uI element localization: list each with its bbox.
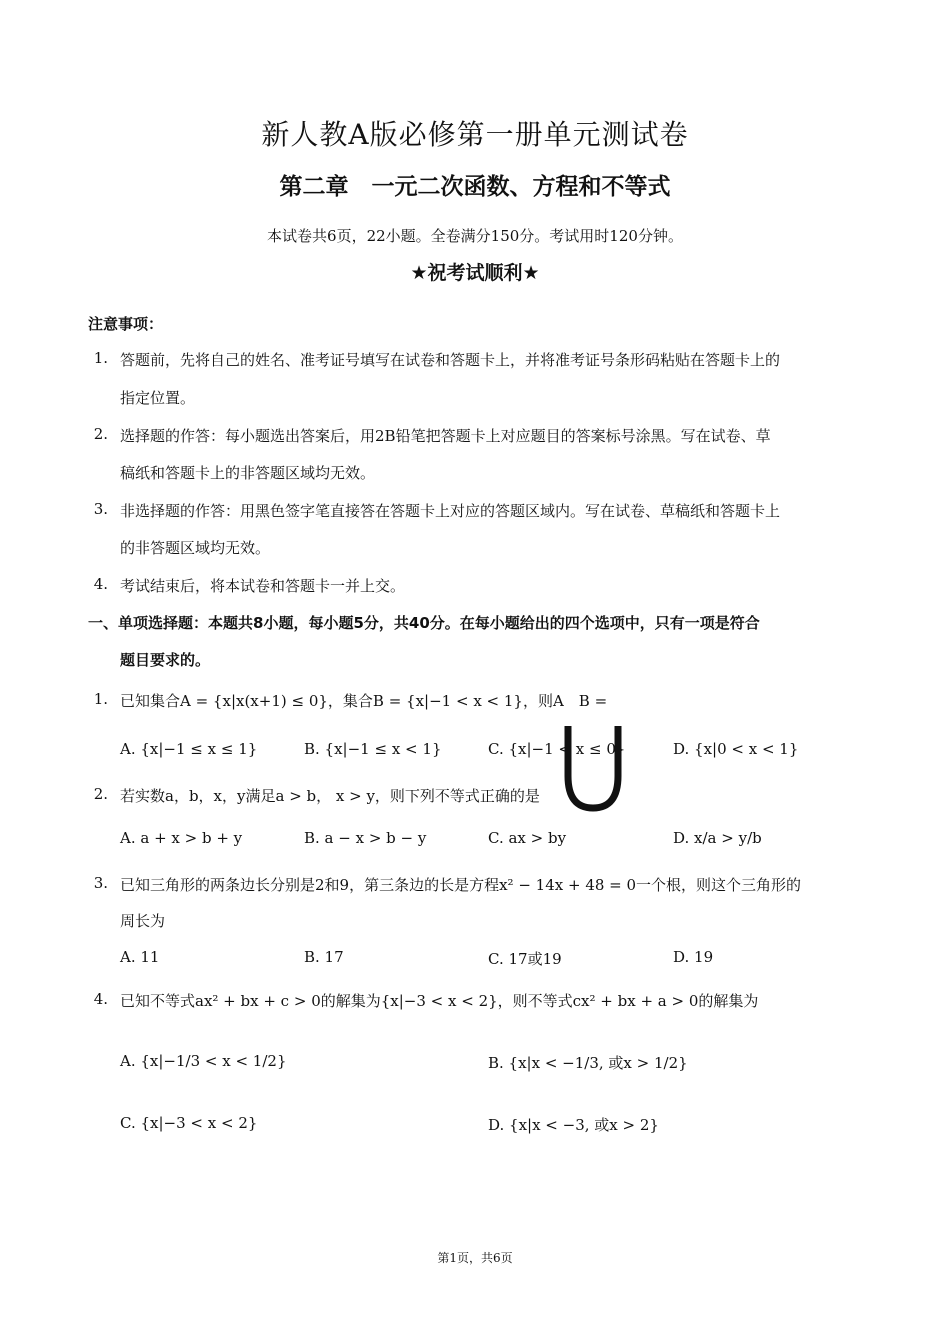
answer-option: A. {x|−1/3 < x < 1/2}	[120, 1052, 287, 1070]
answer-option: D. x/a > y/b	[673, 829, 762, 847]
note-number: 2.	[93, 425, 108, 443]
answer-option: A. a + x > b + y	[120, 829, 243, 847]
union-symbol-icon	[562, 726, 624, 812]
answer-option: C. 17或19	[488, 950, 562, 968]
note-text: 非选择题的作答：用黑色签字笔直接答在答题卡上对应的答题区域内。写在试卷、草稿纸和答题卡上	[120, 502, 781, 520]
page-title: 新人教A版必修第一册单元测试卷	[261, 118, 689, 151]
section-heading: 一、单项选择题：本题共8小题，每小题5分，共40分。在每小题给出的四个选项中，只有一项是符合	[88, 614, 760, 632]
answer-option: B. 17	[304, 948, 344, 966]
note-number: 4.	[93, 575, 108, 593]
answer-option: A. 11	[120, 948, 160, 966]
question-stem: 已知三角形的两条边长分别是2和9，第三条边的长是方程x² − 14x + 48 = 0一个根，则这个三角形的	[120, 876, 802, 894]
page-footer: 第1页，共6页	[437, 1251, 513, 1265]
answer-option: C. ax > by	[488, 829, 567, 847]
question-stem: 已知不等式ax² + bx + c > 0的解集为{x|−3 < x < 2}，则不等式cx² + bx + a > 0的解集为	[120, 992, 759, 1010]
answer-option: D. 19	[673, 948, 714, 966]
answer-option: C. {x|−3 < x < 2}	[120, 1114, 258, 1132]
note-text: 指定位置。	[120, 389, 196, 407]
notes-heading: 注意事项：	[88, 315, 164, 333]
answer-option: B. {x|x < −1/3, 或x > 1/2}	[488, 1054, 688, 1072]
question-number: 3.	[93, 874, 108, 892]
question-number: 4.	[93, 990, 108, 1008]
note-text: 答题前，先将自己的姓名、准考证号填写在试卷和答题卡上，并将准考证号条形码粘贴在答题卡上的	[120, 351, 781, 369]
answer-option: C. {x|−1 < x ≤ 0}	[488, 740, 626, 758]
note-text: 稿纸和答题卡上的非答题区域均无效。	[120, 464, 376, 482]
good-luck-banner: ★祝考试顺利★	[410, 262, 540, 284]
answer-option: D. {x|x < −3, 或x > 2}	[488, 1116, 659, 1134]
question-stem: 周长为	[120, 912, 166, 930]
note-text: 的非答题区域均无效。	[120, 539, 271, 557]
answer-option: A. {x|−1 ≤ x ≤ 1}	[120, 740, 258, 758]
question-stem: 若实数a，b，x，y满足a > b， x > y，则下列不等式正确的是	[120, 787, 540, 805]
note-text: 选择题的作答：每小题选出答案后，用2B铅笔把答题卡上对应题目的答案标号涂黑。写在试卷、草	[120, 427, 771, 445]
chapter-subtitle: 第二章 一元二次函数、方程和不等式	[279, 174, 671, 200]
exam-info: 本试卷共6页，22小题。全卷满分150分。考试用时120分钟。	[267, 227, 683, 245]
question-stem: 已知集合A = {x|x(x+1) ≤ 0}，集合B = {x|−1 < x < 1}，则A B =	[120, 692, 608, 710]
answer-option: D. {x|0 < x < 1}	[673, 740, 799, 758]
note-text: 考试结束后，将本试卷和答题卡一并上交。	[120, 577, 406, 595]
question-number: 1.	[93, 690, 108, 708]
section-heading: 题目要求的。	[120, 651, 211, 669]
note-number: 3.	[93, 500, 108, 518]
question-number: 2.	[93, 785, 108, 803]
note-number: 1.	[93, 349, 108, 367]
answer-option: B. a − x > b − y	[304, 829, 427, 847]
answer-option: B. {x|−1 ≤ x < 1}	[304, 740, 442, 758]
